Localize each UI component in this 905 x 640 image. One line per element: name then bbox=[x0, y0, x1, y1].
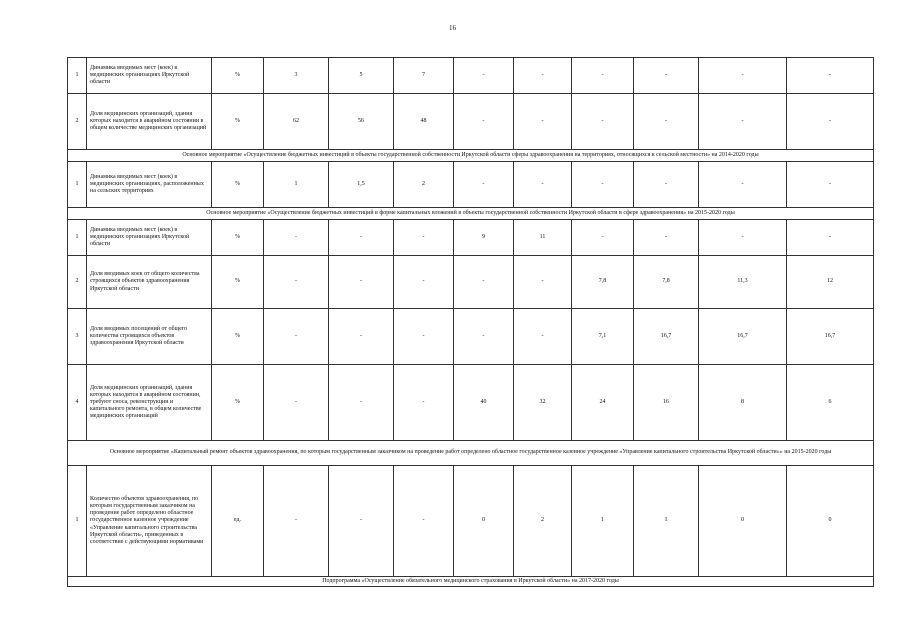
row-number: 4 bbox=[68, 365, 87, 441]
table-row bbox=[68, 220, 874, 256]
indicator-name: Динамика вводимых мест (коек) в медицинских организациях Иркутской области bbox=[87, 58, 212, 94]
value-cell: - bbox=[634, 162, 699, 208]
value-cell: - bbox=[787, 94, 874, 150]
value-cell: - bbox=[514, 256, 572, 309]
indicator-name: Динамика вводимых мест (коек) в медицинских организациях, расположенных на сельских территориях bbox=[87, 162, 212, 208]
value-cell: - bbox=[394, 466, 454, 577]
value-cell: 8 bbox=[699, 365, 787, 441]
value-cell: 16,7 bbox=[787, 309, 874, 365]
value-cell: - bbox=[264, 220, 329, 256]
row-number: 1 bbox=[68, 220, 87, 256]
value-cell: - bbox=[264, 309, 329, 365]
value-cell: - bbox=[787, 58, 874, 94]
value-cell: 56 bbox=[329, 94, 394, 150]
value-cell: - bbox=[787, 162, 874, 208]
table-row bbox=[68, 309, 874, 365]
value-cell: - bbox=[264, 365, 329, 441]
value-cell: 1 bbox=[572, 466, 634, 577]
indicator-name: Количество объектов здравоохранения, по которым государственным заказчиком на проведение работ определено областное государственное казенное учреждение «Управление капитального строительства Иркутской области», приведенных в соответствие с действующими нормативами bbox=[87, 466, 212, 577]
value-cell: 9 bbox=[454, 220, 514, 256]
page-number: 16 bbox=[449, 24, 456, 32]
table-row bbox=[68, 94, 874, 150]
value-cell: - bbox=[699, 58, 787, 94]
table-row bbox=[68, 466, 874, 577]
section-heading-row bbox=[68, 441, 874, 466]
value-cell: 24 bbox=[572, 365, 634, 441]
value-cell: 1,5 bbox=[329, 162, 394, 208]
value-cell: - bbox=[394, 256, 454, 309]
value-cell: - bbox=[634, 94, 699, 150]
value-cell: 32 bbox=[514, 365, 572, 441]
value-cell: - bbox=[572, 220, 634, 256]
value-cell: 48 bbox=[394, 94, 454, 150]
value-cell: 0 bbox=[787, 466, 874, 577]
value-cell: - bbox=[572, 58, 634, 94]
value-cell: 5 bbox=[329, 58, 394, 94]
value-cell: 2 bbox=[514, 466, 572, 577]
value-cell: 11 bbox=[514, 220, 572, 256]
row-number: 1 bbox=[68, 466, 87, 577]
value-cell: 0 bbox=[699, 466, 787, 577]
value-cell: 7,8 bbox=[634, 256, 699, 309]
value-cell: 2 bbox=[394, 162, 454, 208]
section-heading-row bbox=[68, 208, 874, 220]
row-number: 1 bbox=[68, 58, 87, 94]
value-cell: - bbox=[634, 58, 699, 94]
value-cell: 1 bbox=[634, 466, 699, 577]
value-cell: - bbox=[454, 162, 514, 208]
indicator-name: Доля медицинских организаций, здания которых находятся в аварийном состоянии в общем количестве медицинских организаций bbox=[87, 94, 212, 150]
value-cell: - bbox=[329, 466, 394, 577]
value-cell: 3 bbox=[264, 58, 329, 94]
value-cell: 16,7 bbox=[634, 309, 699, 365]
unit-cell: % bbox=[212, 256, 264, 309]
value-cell: 16,7 bbox=[699, 309, 787, 365]
value-cell: - bbox=[264, 466, 329, 577]
section-heading-row bbox=[68, 150, 874, 162]
unit-cell: ед. bbox=[212, 466, 264, 577]
value-cell: - bbox=[264, 256, 329, 309]
indicator-name: Доля вводимых коек от общего количества строящихся объектов здравоохранения Иркутской области bbox=[87, 256, 212, 309]
value-cell: 0 bbox=[454, 466, 514, 577]
unit-cell: % bbox=[212, 309, 264, 365]
value-cell: 11,3 bbox=[699, 256, 787, 309]
value-cell: - bbox=[454, 58, 514, 94]
value-cell: - bbox=[454, 309, 514, 365]
value-cell: - bbox=[787, 220, 874, 256]
indicators-table bbox=[67, 57, 874, 587]
value-cell: - bbox=[329, 256, 394, 309]
table-row bbox=[68, 58, 874, 94]
value-cell: 40 bbox=[454, 365, 514, 441]
value-cell: - bbox=[329, 365, 394, 441]
section-heading: Основное мероприятие «Осуществление бюджетных инвестиций в форме капитальных вложений в объекты государственной собственности Иркутской области в сфере здравоохранения» на 2015-2020 годы bbox=[68, 208, 874, 220]
value-cell: - bbox=[572, 162, 634, 208]
value-cell: 16 bbox=[634, 365, 699, 441]
subprogram-heading: Подпрограмма «Осуществление обязательного медицинского страхования в Иркутской области» на 2017-2020 годы bbox=[68, 577, 874, 587]
value-cell: - bbox=[699, 162, 787, 208]
value-cell: 7,8 bbox=[572, 256, 634, 309]
value-cell: - bbox=[634, 220, 699, 256]
value-cell: - bbox=[329, 309, 394, 365]
indicator-name: Доля вводимых посещений от общего количества строящихся объектов здравоохранения Иркутской области bbox=[87, 309, 212, 365]
value-cell: 7,1 bbox=[572, 309, 634, 365]
value-cell: - bbox=[514, 58, 572, 94]
value-cell: - bbox=[572, 94, 634, 150]
value-cell: - bbox=[514, 94, 572, 150]
value-cell: - bbox=[514, 162, 572, 208]
value-cell: - bbox=[699, 220, 787, 256]
unit-cell: % bbox=[212, 365, 264, 441]
value-cell: 12 bbox=[787, 256, 874, 309]
indicator-name: Доля медицинских организаций, здания которых находятся в аварийном состоянии, требуют сноса, реконструкции и капитального ремонта, в общем количестве медицинских организаций bbox=[87, 365, 212, 441]
value-cell: - bbox=[454, 94, 514, 150]
value-cell: 6 bbox=[787, 365, 874, 441]
row-number: 1 bbox=[68, 162, 87, 208]
value-cell: - bbox=[394, 309, 454, 365]
unit-cell: % bbox=[212, 94, 264, 150]
value-cell: - bbox=[454, 256, 514, 309]
value-cell: 7 bbox=[394, 58, 454, 94]
row-number: 2 bbox=[68, 256, 87, 309]
indicator-name: Динамика вводимых мест (коек) в медицинских организациях Иркутской области bbox=[87, 220, 212, 256]
row-number: 2 bbox=[68, 94, 87, 150]
section-heading: Основное мероприятие «Капитальный ремонт объектов здравоохранения, по которым государственным заказчиком на проведение работ определено областное государственное казенное учреждение «Управление капитального строительства Иркутской области»» на 2015-2020 годы bbox=[68, 441, 874, 466]
value-cell: 62 bbox=[264, 94, 329, 150]
value-cell: - bbox=[699, 94, 787, 150]
value-cell: 1 bbox=[264, 162, 329, 208]
table-row bbox=[68, 256, 874, 309]
row-number: 3 bbox=[68, 309, 87, 365]
table-row bbox=[68, 365, 874, 441]
value-cell: - bbox=[514, 309, 572, 365]
value-cell: - bbox=[394, 365, 454, 441]
unit-cell: % bbox=[212, 220, 264, 256]
section-heading: Основное мероприятие «Осуществление бюджетных инвестиций в объекты государственной собственности Иркутской области сферы здравоохранения на территориях, относящихся к сельской местности» на 2014-2020 годы bbox=[68, 150, 874, 162]
table-row bbox=[68, 162, 874, 208]
unit-cell: % bbox=[212, 162, 264, 208]
footer-heading-row bbox=[68, 577, 874, 587]
value-cell: - bbox=[394, 220, 454, 256]
unit-cell: % bbox=[212, 58, 264, 94]
value-cell: - bbox=[329, 220, 394, 256]
